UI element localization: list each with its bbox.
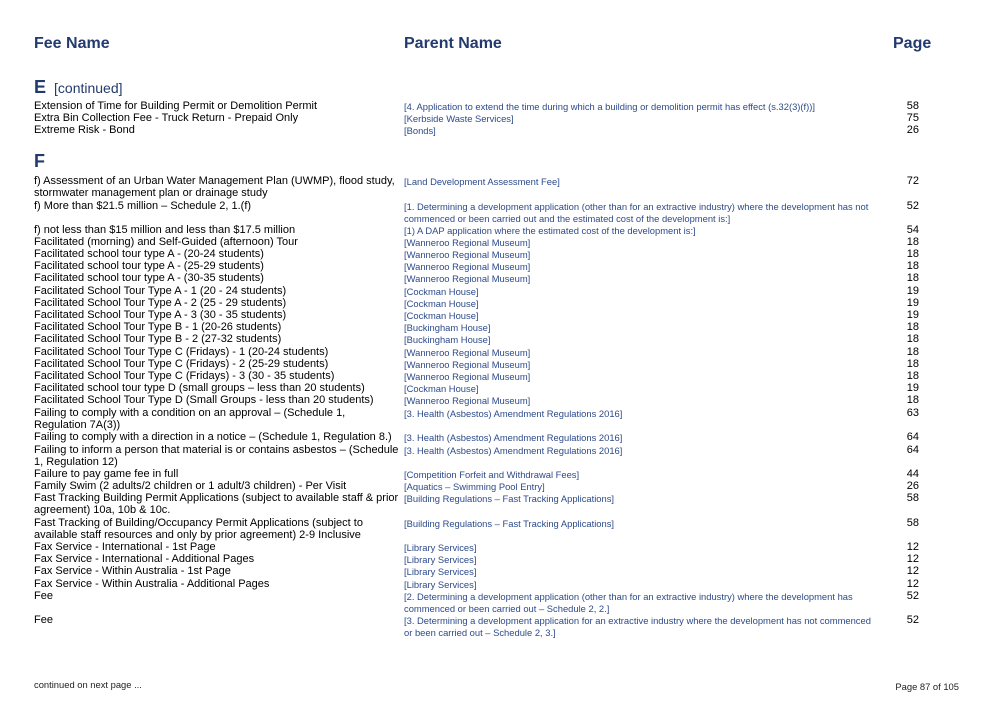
parent-name-link[interactable]: [Aquatics – Swimming Pool Entry]	[404, 481, 545, 492]
fee-name-cell: Facilitated School Tour Type D (Small Groups - less than 20 students)	[34, 394, 374, 406]
parent-name-link[interactable]: [Library Services]	[404, 554, 477, 565]
fee-name-header: Fee Name	[34, 35, 110, 52]
parent-name-link[interactable]: [3. Health (Asbestos) Amendment Regulations 2016]	[404, 408, 623, 419]
page-number-cell: 19	[906, 285, 919, 297]
page-number-cell: 18	[906, 370, 919, 382]
parent-name-link[interactable]: [3. Determining a development application for an extractive industry where the development has not commenced or been carried out – Schedule 2, 3.]	[404, 615, 871, 639]
fee-name-cell: Facilitated School Tour Type B - 1 (20-26 students)	[34, 321, 282, 333]
parent-name-link[interactable]: [Kerbside Waste Services]	[404, 113, 514, 124]
page-number-cell: 18	[906, 394, 919, 406]
page-number-cell: 58	[906, 517, 919, 529]
parent-name-link[interactable]: [3. Health (Asbestos) Amendment Regulations 2016]	[404, 432, 623, 443]
page-number-cell: 63	[906, 407, 919, 419]
parent-name-link[interactable]: [Land Development Assessment Fee]	[404, 176, 560, 187]
fee-name-cell: f) not less than $15 million and less than $17.5 million	[34, 224, 296, 236]
parent-name-header: Parent Name	[404, 35, 502, 52]
fee-name-cell: Failing to comply with a condition on an approval – (Schedule 1, Regulation 7A(3))	[34, 407, 346, 432]
parent-name-link[interactable]: [Building Regulations – Fast Tracking Applications]	[404, 518, 615, 529]
fee-name-cell: Failing to inform a person that material is or contains asbestos – (Schedule 1, Regulation 12)	[34, 444, 399, 469]
page-number: Page 87 of 105	[895, 681, 959, 692]
fee-name-cell: Facilitated school tour type A - (30-35 students)	[34, 272, 264, 284]
fee-name-cell: Fax Service - Within Australia - Additional Pages	[34, 578, 270, 590]
page-number-cell: 44	[906, 468, 919, 480]
page-number-cell: 19	[906, 382, 919, 394]
page-number-cell: 52	[906, 200, 919, 212]
fee-name-cell: Fax Service - Within Australia - 1st Page	[34, 565, 231, 577]
fee-name-cell: f) More than $21.5 million – Schedule 2, 1.(f)	[34, 200, 252, 212]
parent-name-link[interactable]: [Wanneroo Regional Museum]	[404, 249, 531, 260]
fee-name-cell: Extension of Time for Building Permit or Demolition Permit	[34, 100, 318, 112]
parent-name-link[interactable]: [1) A DAP application where the estimated cost of the development is:]	[404, 225, 696, 236]
page-number-cell: 19	[906, 297, 919, 309]
fee-name-cell: Family Swim (2 adults/2 children or 1 adult/3 children) - Per Visit	[34, 480, 347, 492]
parent-name-link[interactable]: [2. Determining a development application (other than for an extractive industry) where the development has commenced or been carried out – Schedule 2, 2.]	[404, 591, 853, 615]
section-e-heading	[34, 77, 123, 98]
fee-name-cell: Fee	[34, 614, 53, 626]
fee-name-cell: Fast Tracking Building Permit Applications (subject to available staff & prior agreement) 10a, 10b & 10c.	[34, 492, 399, 517]
parent-name-link[interactable]: [Wanneroo Regional Museum]	[404, 273, 531, 284]
page-number-cell: 12	[906, 565, 919, 577]
page-number-cell: 18	[906, 248, 919, 260]
fee-name-cell: Failure to pay game fee in full	[34, 468, 179, 480]
page-number-cell: 52	[906, 614, 919, 626]
parent-name-link[interactable]: [Wanneroo Regional Museum]	[404, 359, 531, 370]
parent-name-link[interactable]: [Building Regulations – Fast Tracking Applications]	[404, 493, 615, 504]
parent-name-link[interactable]: [Wanneroo Regional Museum]	[404, 395, 531, 406]
parent-name-link[interactable]: [Cockman House]	[404, 286, 479, 297]
parent-name-link[interactable]: [Library Services]	[404, 542, 477, 553]
parent-name-link[interactable]: [Library Services]	[404, 566, 477, 577]
page-number-cell: 18	[906, 236, 919, 248]
fee-name-cell: Facilitated school tour type D (small groups – less than 20 students)	[34, 382, 365, 394]
parent-name-link[interactable]: [Buckingham House]	[404, 322, 491, 333]
parent-name-link[interactable]: [Wanneroo Regional Museum]	[404, 237, 531, 248]
fee-name-cell: Facilitated School Tour Type C (Fridays) - 3 (30 - 35 students)	[34, 370, 335, 382]
fee-name-cell: Facilitated school tour type A - (25-29 students)	[34, 260, 264, 272]
parent-name-link[interactable]: [Cockman House]	[404, 310, 479, 321]
page-number-cell: 64	[906, 431, 919, 443]
fee-name-cell: Facilitated School Tour Type A - 2 (25 - 29 students)	[34, 297, 287, 309]
page-number-cell: 18	[906, 346, 919, 358]
fee-name-cell: Extra Bin Collection Fee - Truck Return - Prepaid Only	[34, 112, 299, 124]
page-number-cell: 58	[906, 492, 919, 504]
fee-name-cell: Facilitated School Tour Type B - 2 (27-32 students)	[34, 333, 282, 345]
parent-name-link[interactable]: [Bonds]	[404, 125, 436, 136]
page-header: Page	[893, 35, 932, 52]
page-number-cell: 52	[906, 590, 919, 602]
page-number-cell: 12	[906, 553, 919, 565]
page-number-cell: 12	[906, 541, 919, 553]
fee-name-cell: f) Assessment of an Urban Water Management Plan (UWMP), flood study, stormwater management plan or drainage study	[34, 175, 395, 200]
page-number-cell: 64	[906, 444, 919, 456]
section-letter: F	[34, 151, 45, 171]
page-number-cell: 58	[906, 100, 919, 112]
fee-name-cell: Facilitated School Tour Type C (Fridays) - 2 (25-29 students)	[34, 358, 329, 370]
page-number-cell: 18	[906, 260, 919, 272]
parent-name-link[interactable]: [Library Services]	[404, 579, 477, 590]
fee-name-cell: Fax Service - International - Additional Pages	[34, 553, 255, 565]
page-number-cell: 18	[906, 321, 919, 333]
fee-name-cell: Facilitated School Tour Type A - 3 (30 - 35 students)	[34, 309, 287, 321]
page-number-cell: 54	[906, 224, 919, 236]
page-number-cell: 12	[906, 578, 919, 590]
fee-name-cell: Facilitated school tour type A - (20-24 students)	[34, 248, 264, 260]
page-number-cell: 18	[906, 358, 919, 370]
section-letter: E	[34, 77, 47, 97]
fee-name-cell: Facilitated School Tour Type A - 1 (20 - 24 students)	[34, 285, 287, 297]
page-number-cell: 72	[906, 175, 919, 187]
parent-name-link[interactable]: [3. Health (Asbestos) Amendment Regulations 2016]	[404, 445, 623, 456]
continued-note: continued on next page ...	[34, 679, 142, 690]
parent-name-link[interactable]: [Cockman House]	[404, 298, 479, 309]
page-number-cell: 19	[906, 309, 919, 321]
fee-name-cell: Facilitated (morning) and Self-Guided (afternoon) Tour	[34, 236, 298, 248]
fee-name-cell: Fast Tracking of Building/Occupancy Permit Applications (subject to available staff resources and only by prior agreement) 2-9 Inclusive	[34, 517, 363, 542]
section-f-heading	[34, 151, 45, 172]
page-number-cell: 18	[906, 272, 919, 284]
page-number-cell: 75	[906, 112, 919, 124]
fee-name-cell: Extreme Risk - Bond	[34, 124, 135, 136]
parent-name-link[interactable]: [4. Application to extend the time during which a building or demolition permit has effect (s.32(3)(f))]	[404, 101, 815, 112]
fee-name-cell: Fee	[34, 590, 53, 602]
parent-name-link[interactable]: [Wanneroo Regional Museum]	[404, 261, 531, 272]
parent-name-link[interactable]: [Cockman House]	[404, 383, 479, 394]
fee-name-cell: Fax Service - International - 1st Page	[34, 541, 216, 553]
fee-name-cell: Facilitated School Tour Type C (Fridays) - 1 (20-24 students)	[34, 346, 329, 358]
parent-name-link[interactable]: [Wanneroo Regional Museum]	[404, 347, 531, 358]
page-number-cell: 18	[906, 333, 919, 345]
page-number-cell: 26	[906, 124, 919, 136]
parent-name-link[interactable]: [Buckingham House]	[404, 334, 491, 345]
page-number-cell: 26	[906, 480, 919, 492]
section-continued-label: [continued]	[54, 80, 123, 96]
parent-name-link[interactable]: [Wanneroo Regional Museum]	[404, 371, 531, 382]
parent-name-link[interactable]: [1. Determining a development application (other than for an extractive industry) where the development has not commenced or been carried out and the estimated cost of the development is:]	[404, 201, 869, 225]
fee-name-cell: Failing to comply with a direction in a notice – (Schedule 1, Regulation 8.)	[34, 431, 392, 443]
parent-name-link[interactable]: [Competition Forfeit and Withdrawal Fees]	[404, 469, 580, 480]
